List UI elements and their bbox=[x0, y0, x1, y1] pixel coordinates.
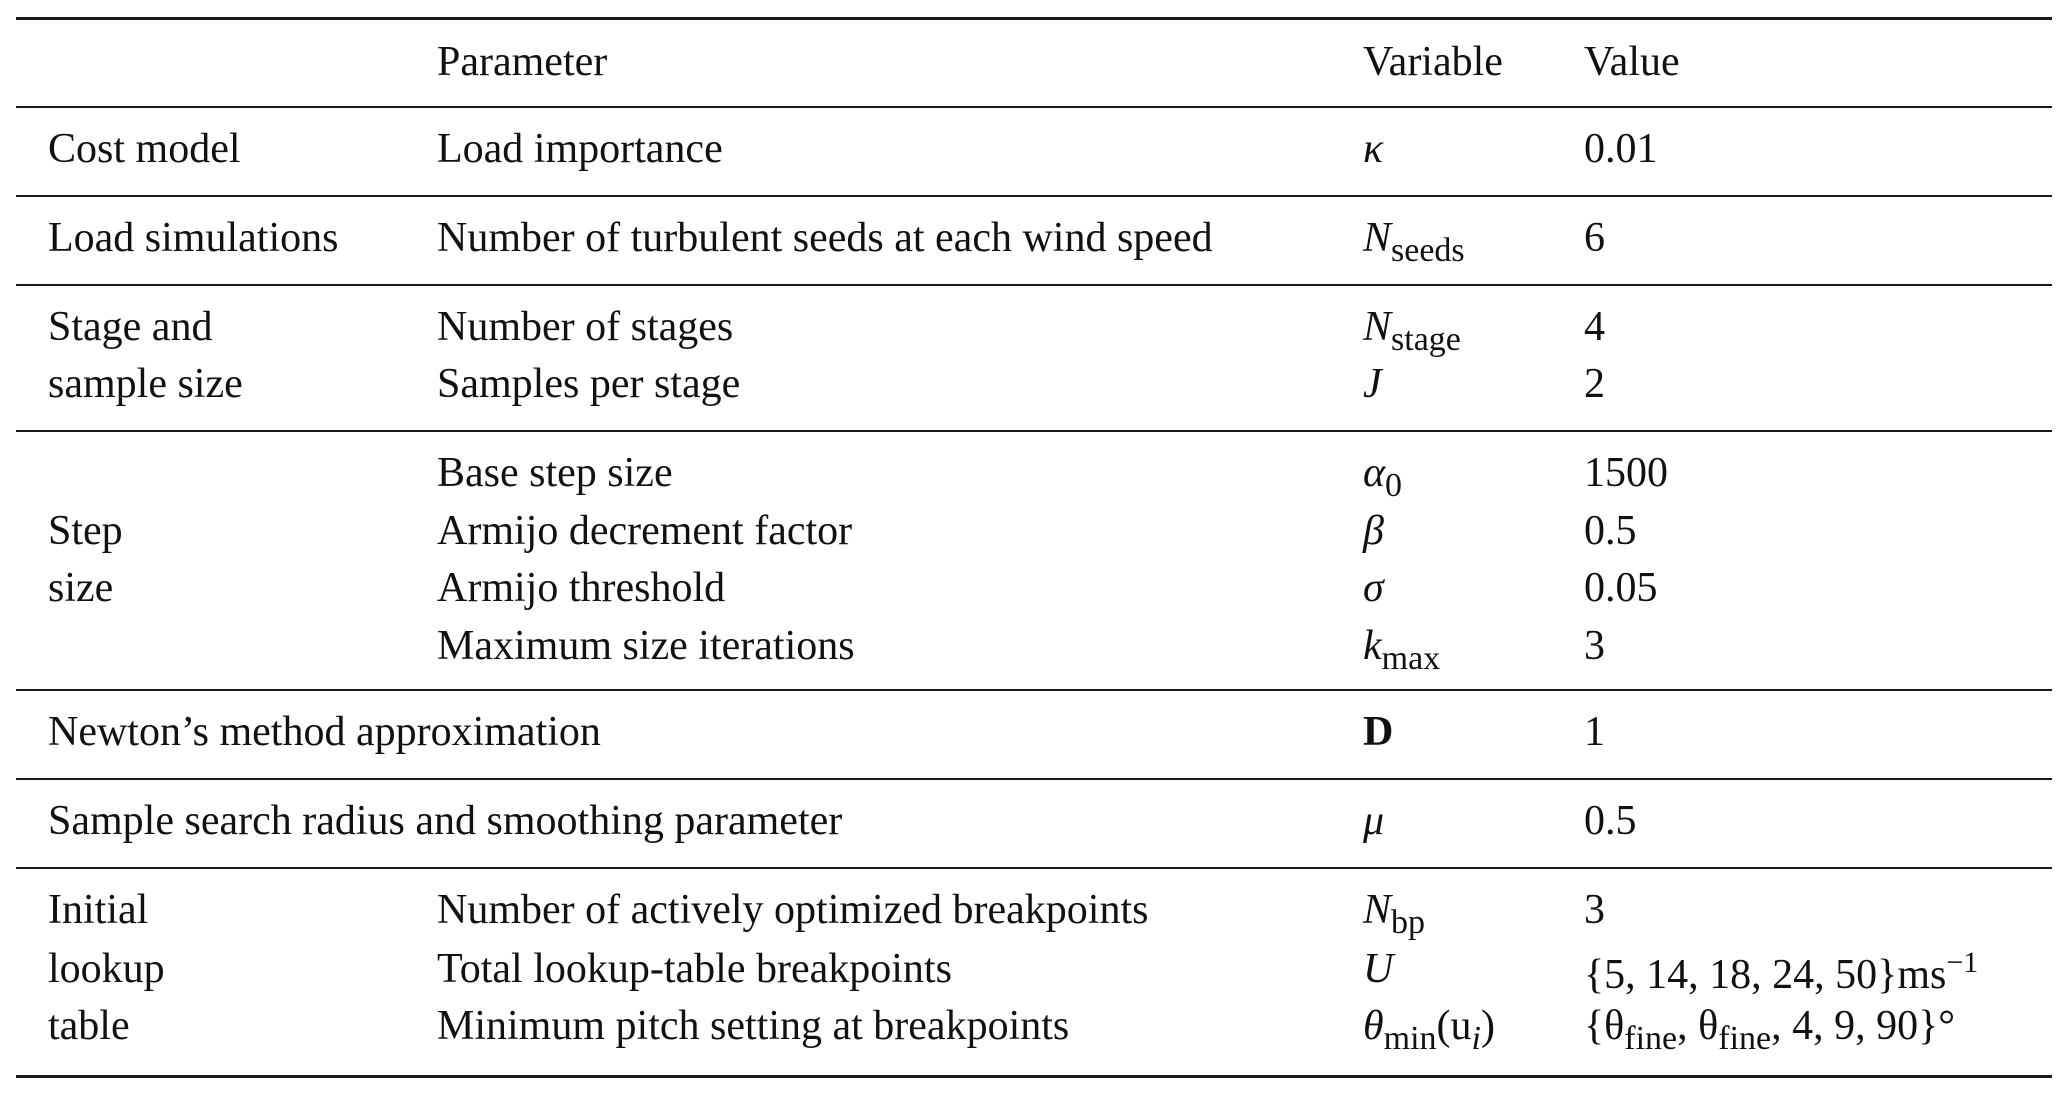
param-armijo-threshold: Armijo threshold bbox=[437, 565, 726, 611]
var-alpha-0: $\alpha_0$ bbox=[1363, 450, 1403, 504]
group-load-simulations: Load simulations bbox=[48, 215, 339, 261]
var-n-stage: $N_{stage}$ bbox=[1363, 304, 1461, 358]
param-min-pitch: Minimum pitch setting at breakpoints bbox=[437, 1003, 1070, 1049]
group-cost-model: Cost model bbox=[48, 126, 241, 172]
value-search-radius: 0.5 bbox=[1584, 798, 1637, 844]
value-active-breakpoints: 3 bbox=[1584, 887, 1605, 933]
param-total-breakpoints: Total lookup-table breakpoints bbox=[437, 946, 952, 992]
value-load-importance: 0.01 bbox=[1584, 126, 1658, 172]
var-mu: μ bbox=[1363, 798, 1385, 844]
param-number-of-stages: Number of stages bbox=[437, 304, 734, 350]
table-bottom-rule bbox=[16, 1075, 2052, 1078]
param-armijo-decrement: Armijo decrement factor bbox=[437, 508, 853, 554]
value-samples-per-stage: 2 bbox=[1584, 361, 1605, 407]
param-active-breakpoints: Number of actively optimized breakpoints bbox=[437, 887, 1149, 933]
param-turbulent-seeds: Number of turbulent seeds at each wind speed bbox=[437, 215, 1213, 261]
header-parameter: Parameter bbox=[437, 39, 608, 85]
param-base-step-size: Base step size bbox=[437, 450, 673, 496]
var-sigma: σ bbox=[1363, 565, 1384, 611]
group-lookup-line3: table bbox=[48, 1003, 130, 1049]
group-stage-sample-line1: Stage and bbox=[48, 304, 213, 350]
row-rule bbox=[16, 689, 2052, 691]
group-lookup-line1: Initial bbox=[48, 887, 149, 933]
group-search-radius: Sample search radius and smoothing parameter bbox=[48, 798, 843, 844]
row-rule bbox=[16, 867, 2052, 869]
var-k-max: $k_{max}$ bbox=[1363, 623, 1441, 677]
row-rule bbox=[16, 430, 2052, 432]
table-top-rule bbox=[16, 17, 2052, 20]
header-rule bbox=[16, 106, 2052, 108]
var-theta-min: $\theta_{min}(u_i)$ bbox=[1363, 1003, 1495, 1057]
var-d: D bbox=[1363, 709, 1394, 755]
var-j: J bbox=[1363, 361, 1382, 407]
value-armijo-decrement: 0.5 bbox=[1584, 508, 1637, 554]
var-beta: β bbox=[1363, 508, 1384, 554]
group-stage-sample-line2: sample size bbox=[48, 361, 243, 407]
row-rule bbox=[16, 284, 2052, 286]
value-newton: 1 bbox=[1584, 709, 1605, 755]
value-turbulent-seeds: 6 bbox=[1584, 215, 1605, 261]
param-load-importance: Load importance bbox=[437, 126, 723, 172]
value-total-breakpoints: {5, 14, 18, 24, $50\}ms^{-1}$ bbox=[1584, 946, 1979, 998]
header-variable: Variable bbox=[1363, 39, 1503, 85]
param-max-size-iterations: Maximum size iterations bbox=[437, 623, 855, 669]
row-rule bbox=[16, 195, 2052, 197]
value-base-step-size: 1500 bbox=[1584, 450, 1668, 496]
value-max-size-iterations: 3 bbox=[1584, 623, 1605, 669]
group-lookup-line2: lookup bbox=[48, 946, 165, 992]
value-min-pitch: {$\theta_{fine}$, $\theta_{fine}$, 4, 9, 90}° bbox=[1584, 1003, 1956, 1057]
param-samples-per-stage: Samples per stage bbox=[437, 361, 741, 407]
value-number-of-stages: 4 bbox=[1584, 304, 1605, 350]
group-newton-method: Newton’s method approximation bbox=[48, 709, 601, 755]
group-step-size-line2: size bbox=[48, 565, 114, 611]
var-u: U bbox=[1363, 946, 1394, 992]
header-value: Value bbox=[1584, 39, 1680, 85]
var-kappa: κ bbox=[1363, 126, 1384, 172]
var-n-seeds: $N_{seeds}$ bbox=[1363, 215, 1465, 269]
group-step-size-line1: Step bbox=[48, 508, 123, 554]
var-n-bp: $N_{bp}$ bbox=[1363, 887, 1426, 941]
value-armijo-threshold: 0.05 bbox=[1584, 565, 1658, 611]
row-rule bbox=[16, 778, 2052, 780]
